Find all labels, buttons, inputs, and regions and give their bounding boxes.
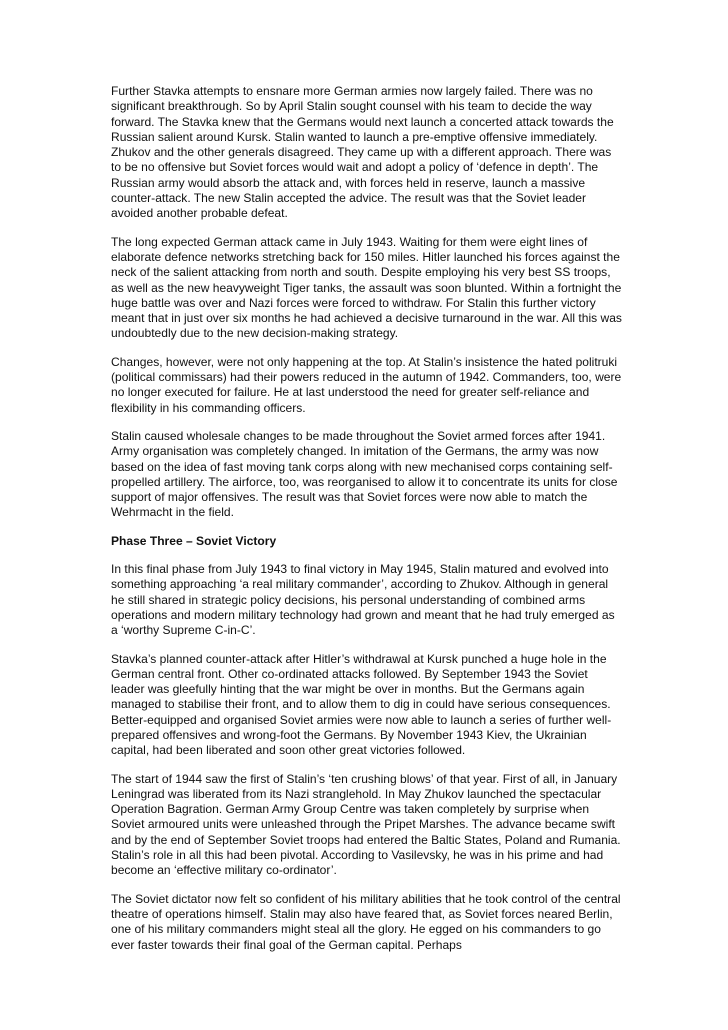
document-page [111, 84, 622, 966]
paragraph-counter-attack: Stavka’s planned counter-attack after Hitler’s withdrawal at Kursk punched a huge hole in the German central front. Other co-ordinated attacks followed. By September 1943 the Soviet leader was gleefully hinting that the war might be over in months. But the Germans again managed to stabilise their front, and to allow them to dig in could have serious consequences. Better-equipped and organised Soviet armies were now able to launch a series of further well-prepared offensives and wrong-foot the Germans. By November 1943 Kiev, the Ukrainian capital, had been liberated and soon other great victories followed. [111, 651, 612, 758]
paragraph-german-attack: The long expected German attack came in July 1943. Waiting for them were eight lines of elaborate defence networks stretching back for 150 miles. Hitler launched his forces against the neck of the salient attacking from north and south. Despite employing his very best SS troops, as well as the new heavyweight Tiger tanks, the assault was soon blunted. Within a fortnight the huge battle was over and Nazi forces were forced to withdraw. For Stalin this further victory meant that in just over six months he had achieved a decisive turnaround in the war. All this was undoubtedly due to the new decision-making strategy. [111, 234, 622, 341]
paragraph-ten-crushing-blows: The start of 1944 saw the first of Stalin’s ‘ten crushing blows’ of that year. First of all, in January Leningrad was liberated from its Nazi stranglehold. In May Zhukov launched the spectacular Operation Bagration. German Army Group Centre was taken completely by surprise when Soviet armoured units were unleashed through the Pripet Marshes. The advance became swift and by the end of September Soviet troops had entered the Baltic States, Poland and Rumania. Stalin’s role in all this had been pivotal. According to Vasilevsky, he was in his prime and had become an ‘effective military co-ordinator’. [111, 771, 621, 878]
paragraph-central-theatre: The Soviet dictator now felt so confident of his military abilities that he took control of the central theatre of operations himself. Stalin may also have feared that, as Soviet forces neared Berlin, one of his military commanders might steal all the glory. He egged on his commanders to go ever faster towards their final goal of the German capital. Perhaps [111, 891, 621, 952]
paragraph-politruki: Changes, however, were not only happening at the top. At Stalin’s insistence the hated politruki (political commissars) had their powers reduced in the autumn of 1942. Commanders, too, were no longer executed for failure. He at last understood the need for greater self-reliance and flexibility in his commanding officers. [111, 354, 622, 415]
paragraph-stavka-kursk: Further Stavka attempts to ensnare more German armies now largely failed. There was no significant breakthrough. So by April Stalin sought counsel with his team to decide the way forward. The Stavka knew that the Germans would next launch a concerted attack towards the Russian salient around Kursk. Stalin wanted to launch a pre-emptive offensive immediately. Zhukov and the other generals disagreed. They came up with a different approach. There was to be no offensive but Soviet forces would wait and adopt a policy of ‘defence in depth’. The Russian army would absorb the attack and, with forces held in reserve, launch a massive counter-attack. The new Stalin accepted the advice. The result was that the Soviet leader avoided another probable defeat. [111, 84, 614, 221]
paragraph-armed-forces-changes: Stalin caused wholesale changes to be made throughout the Soviet armed forces after 1941. Army organisation was completely changed. In imitation of the Germans, the army was now based on the idea of fast moving tank corps along with new mechanised corps containing self-propelled artillery. The airforce, too, was reorganised to allow it to concentrate its units for close support of major offensives. The result was that Soviet forces were now able to match the Wehrmacht in the field. [111, 428, 618, 520]
section-heading: Phase Three – Soviet Victory [111, 533, 277, 548]
paragraph-final-phase: In this final phase from July 1943 to final victory in May 1945, Stalin matured and evolved into something approaching ‘a real military commander’, according to Zhukov. Although in general he still shared in strategic policy decisions, his personal understanding of combined arms operations and modern military technology had grown and meant that he had truly emerged as a ‘worthy Supreme C-in-C’. [111, 562, 615, 638]
